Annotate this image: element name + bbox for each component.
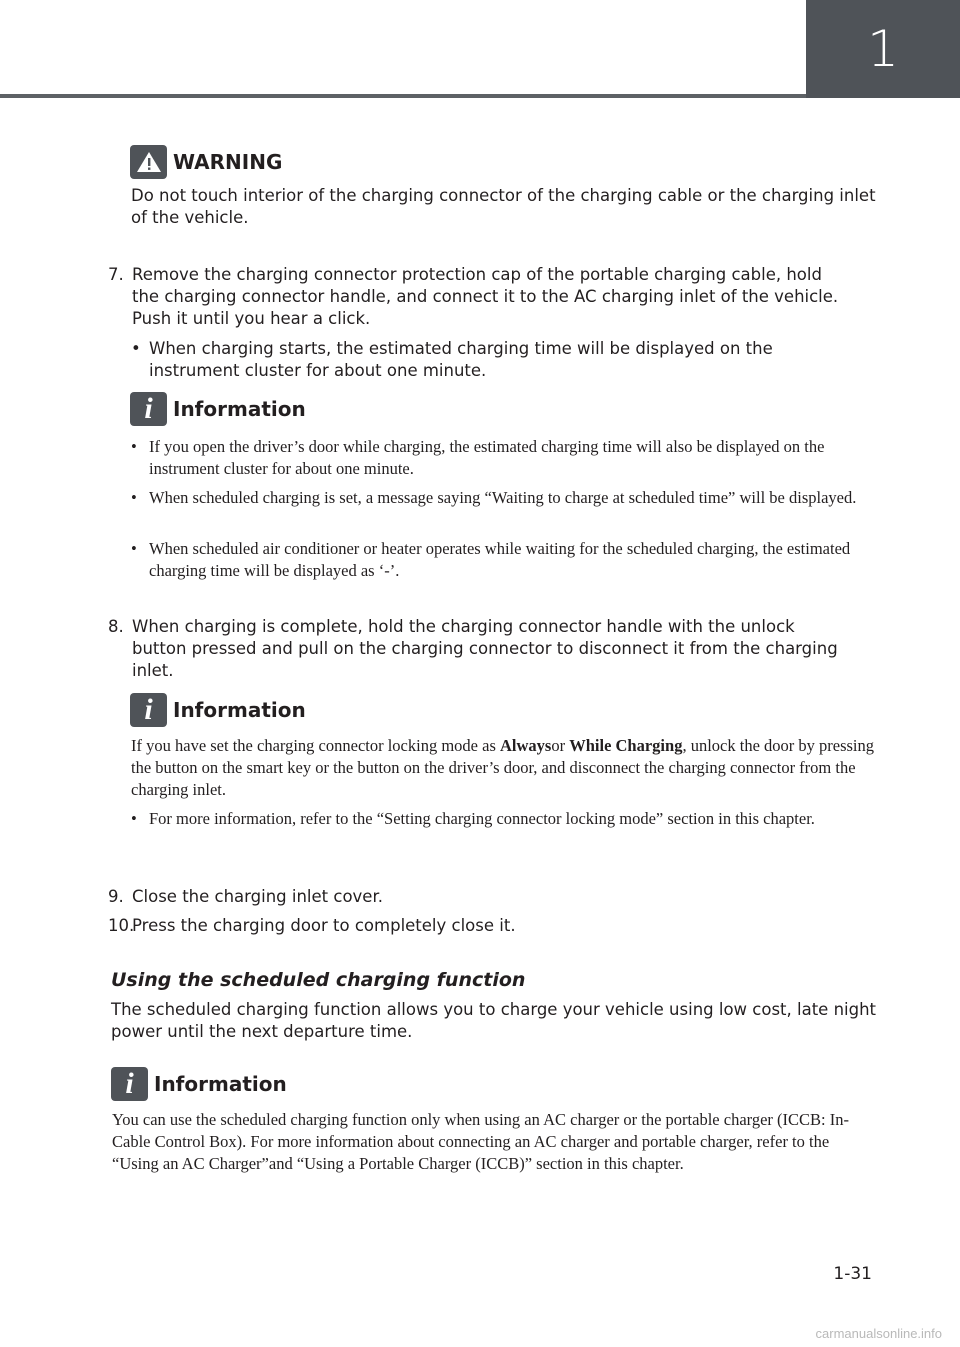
info-2-text [131,735,877,801]
info-1-bullet-1-text: If you open the driver’s door while charging, the estimated charging time will also be displayed on the instrument cluster for about one minute. [149,437,825,478]
info-1-bullet-2 [131,487,877,509]
step-8-line-2: button pressed and pull on the charging connector to disconnect it from the charging [132,639,838,658]
step-7-line-1: Remove the charging connector protection cap of the portable charging cable, hold [132,265,822,284]
step-8 [108,616,878,682]
step-8-number: 8. [108,617,124,636]
info-icon: i [111,1067,148,1101]
warning-title: WARNING [173,150,283,174]
bullet-dot: • [131,809,137,828]
step-10-number: 10. [108,916,135,935]
step-9-number: 9. [108,887,124,906]
info-3-title: Information [154,1072,287,1096]
info-icon: i [130,392,167,426]
info-2-title: Information [173,698,306,722]
info-icon: i [130,693,167,727]
info-1-bullet-3-text: When scheduled air conditioner or heater operates while waiting for the scheduled charging, the estimated charging time will be displayed as ‘-’. [149,539,851,580]
step-7-line-2: the charging connector handle, and connect it to the AC charging inlet of the vehicle. [132,287,839,306]
chapter-tab [806,0,960,98]
step-8-line-3: inlet. [132,661,174,680]
bullet-dot: • [131,437,137,456]
info-1-bullet-1 [131,436,877,480]
step-7 [108,264,878,330]
bullet-dot: • [131,539,137,558]
bullet-dot: • [131,339,141,358]
info-2-text-end: , unlock the door by pressing the button on the smart key or the button on the driver’s door, and disconnect the charging connector from the charging inlet. [131,736,875,799]
step-10-text: Press the charging door to completely close it. [132,916,516,935]
warning-triangle-icon [130,145,167,179]
step-9 [108,886,383,908]
page-number: 1-31 [833,1264,872,1284]
info-1-bullet-3 [131,538,877,582]
info-1-header [130,392,306,426]
info-1-title: Information [173,397,306,421]
step-9-text: Close the charging inlet cover. [132,887,383,906]
info-2-bullet-text: For more information, refer to the “Setting charging connector locking mode” section in this chapter. [149,809,815,828]
step-10 [108,915,516,937]
bullet-dot: • [131,488,137,507]
chapter-number: 1 [867,20,899,78]
section-text: The scheduled charging function allows you to charge your vehicle using low cost, late night power until the next departure time. [111,1000,877,1041]
info-3-header [111,1067,287,1101]
warning-text: Do not touch interior of the charging connector of the charging cable or the charging inlet of the vehicle. [131,186,876,227]
info-3-text: You can use the scheduled charging function only when using an AC charger or the portable charger (ICCB: In-Cable Control Box). For more information about connecting an AC charger and portable charger, refer to the “Using an AC Charger”and “Using a Portable Charger (ICCB)” section in this chapter. [112,1110,849,1173]
info-2-bullet [131,808,877,830]
header-rule [0,94,806,98]
locking-mode-while-charging: While Charging [569,736,683,755]
step-7-bullet-text: When charging starts, the estimated charging time will be displayed on the instrument cluster for about one minute. [149,339,773,380]
warning-header [130,145,282,179]
step-8-line-1: When charging is complete, hold the charging connector handle with the unlock [132,617,795,636]
locking-mode-always: Always [500,736,552,755]
section-heading: Using the scheduled charging function [111,969,526,991]
step-7-line-3: Push it until you hear a click. [132,309,371,328]
info-2-text-mid: or [551,736,570,755]
watermark: carmanualsonline.info [815,1326,942,1341]
info-1-bullet-2-text: When scheduled charging is set, a message saying “Waiting to charge at scheduled time” will be displayed. [149,488,857,507]
step-7-number: 7. [108,265,124,284]
info-2-text-start: If you have set the charging connector locking mode as [131,736,500,755]
info-2-header [130,693,306,727]
step-7-bullet [131,338,831,382]
